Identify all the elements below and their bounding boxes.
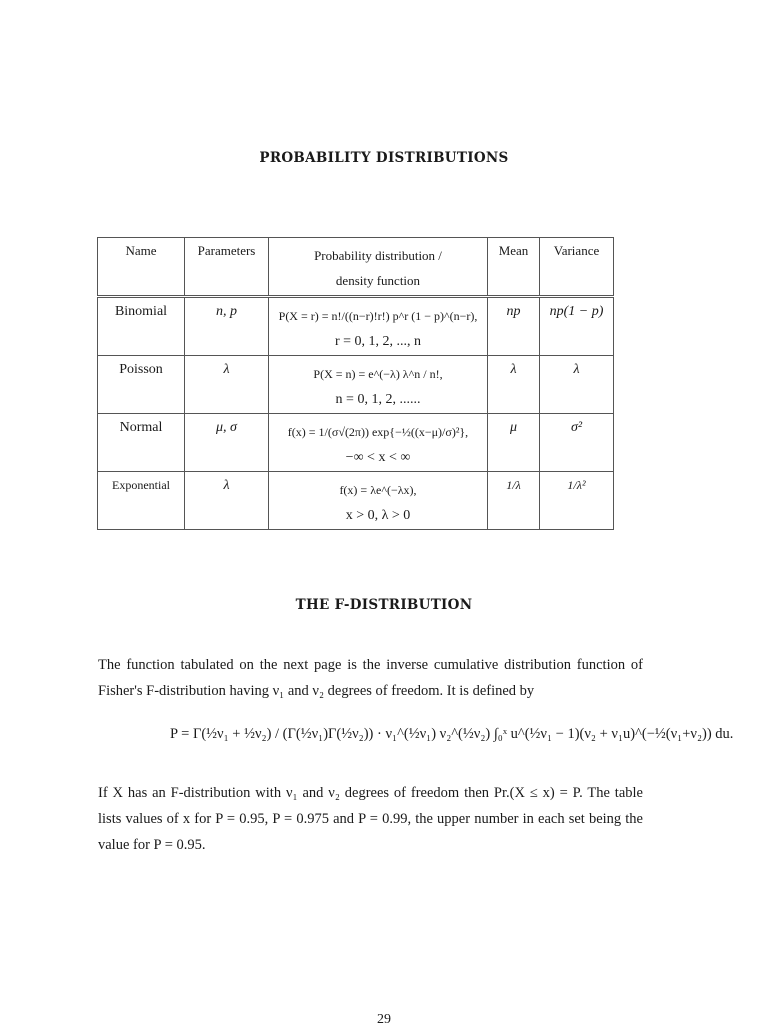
cell-mean: λ — [488, 356, 540, 414]
header-distribution-line1: Probability distribution / — [314, 248, 442, 263]
page-title: PROBABILITY DISTRIBUTIONS — [259, 150, 509, 166]
header-mean: Mean — [488, 238, 540, 297]
cell-distribution — [269, 414, 488, 472]
cell-name: Exponential — [98, 472, 185, 530]
cell-params: λ — [185, 472, 269, 530]
cell-distribution — [269, 472, 488, 530]
cell-mean: np — [488, 297, 540, 356]
paragraph-intro: The function tabulated on the next page is the inverse cumulative distribution function of Fisher's F-distribution having ν₁ and ν₂ degrees of freedom. It is defined by — [98, 657, 643, 699]
cell-variance: np(1 − p) — [540, 297, 614, 356]
page-number: 29 — [377, 1012, 391, 1027]
cell-variance: λ — [540, 356, 614, 414]
f-distribution-formula: P = Γ(½ν₁ + ½ν₂) / (Γ(½ν₁)Γ(½ν₂)) · ν₁^(½ν₁) ν₂^(½ν₂) ∫₀ˣ u^(½ν₁ − 1)(ν₂ + ν₁u)^(−½(ν₁+ν₂)) du. — [170, 726, 734, 742]
table-header-row — [98, 238, 614, 297]
distributions-table — [97, 237, 614, 530]
cell-params: μ, σ — [185, 414, 269, 472]
cell-params: λ — [185, 356, 269, 414]
table-row — [98, 356, 614, 414]
paragraph-usage: If X has an F-distribution with ν₁ and ν₂ degrees of freedom then Pr.(X ≤ x) = P. The table lists values of x for P = 0.95, P = 0.975 and P = 0.99, the upper number in each set being the value for P = 0.95. — [98, 785, 643, 853]
header-distribution — [269, 238, 488, 297]
distribution-formula: P(X = r) = n!/((n−r)!r!) p^r (1 − p)^(n−r), — [278, 309, 478, 323]
cell-name: Binomial — [98, 297, 185, 356]
header-distribution-line2: density function — [335, 273, 421, 288]
cell-mean: μ — [488, 414, 540, 472]
distribution-formula: P(X = n) = e^(−λ) λ^n / n!, — [313, 367, 443, 381]
cell-mean: 1/λ — [488, 472, 540, 530]
distribution-formula: f(x) = 1/(σ√(2π)) exp{−½((x−μ)/σ)²}, — [287, 425, 469, 439]
distribution-support: −∞ < x < ∞ — [345, 450, 411, 465]
cell-params: n, p — [185, 297, 269, 356]
cell-name: Normal — [98, 414, 185, 472]
section-title: THE F-DISTRIBUTION — [295, 597, 473, 613]
table-row — [98, 414, 614, 472]
distribution-support: r = 0, 1, 2, ..., n — [334, 334, 422, 349]
cell-variance: 1/λ² — [540, 472, 614, 530]
header-name: Name — [98, 238, 185, 297]
distribution-formula: f(x) = λe^(−λx), — [339, 483, 417, 497]
cell-distribution — [269, 356, 488, 414]
cell-variance: σ² — [540, 414, 614, 472]
header-parameters: Parameters — [185, 238, 269, 297]
table-row — [98, 472, 614, 530]
distribution-support: x > 0, λ > 0 — [345, 508, 411, 523]
header-variance: Variance — [540, 238, 614, 297]
table-row — [98, 297, 614, 356]
cell-distribution — [269, 297, 488, 356]
distribution-support: n = 0, 1, 2, ...... — [335, 392, 421, 407]
cell-name: Poisson — [98, 356, 185, 414]
